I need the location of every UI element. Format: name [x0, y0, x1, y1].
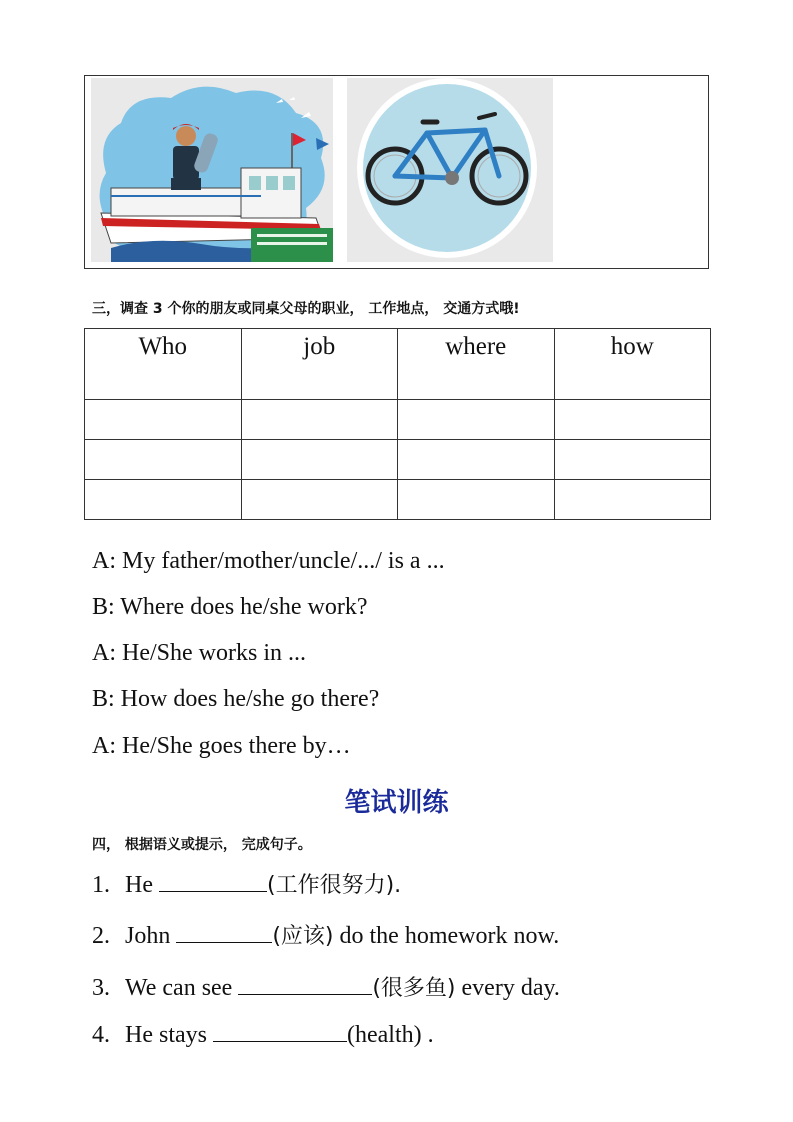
bicycle-picture: [347, 78, 553, 262]
answer-blank[interactable]: [213, 1021, 347, 1042]
dialogue-line-1: A: My father/mother/uncle/.../ is a ...: [92, 548, 445, 574]
table-row: [85, 480, 711, 520]
table-cell[interactable]: [85, 440, 242, 480]
column-header-job: job: [241, 329, 398, 400]
column-header-who: Who: [85, 329, 242, 400]
table-cell[interactable]: [241, 440, 398, 480]
question-number: 3.: [92, 975, 110, 1001]
column-header-where: where: [398, 329, 555, 400]
question-text: John: [125, 923, 177, 949]
table-cell[interactable]: [398, 480, 555, 520]
dialogue-line-4: B: How does he/she go there?: [92, 686, 380, 712]
question-number: 1.: [92, 872, 110, 898]
question-text: He: [125, 872, 159, 898]
table-cell[interactable]: [241, 480, 398, 520]
survey-table: [84, 328, 711, 520]
fisherman-boat-picture: [91, 78, 333, 262]
dialogue-line-5: A: He/She goes there by…: [92, 733, 351, 759]
question-1: [92, 868, 401, 899]
table-cell[interactable]: [398, 440, 555, 480]
question-hint: (工作很努力).: [266, 873, 402, 898]
answer-blank[interactable]: [238, 974, 372, 995]
question-text: He stays: [125, 1022, 213, 1048]
question-3: [92, 971, 560, 1002]
question-hint: (很多鱼): [372, 976, 456, 1001]
section-4-title: 四， 根据语义或提示， 完成句子。: [92, 837, 312, 853]
table-cell[interactable]: [241, 400, 398, 440]
answer-blank[interactable]: [176, 922, 272, 943]
question-hint: (应该): [272, 924, 334, 949]
table-cell[interactable]: [554, 440, 711, 480]
table-cell[interactable]: [85, 400, 242, 440]
table-cell[interactable]: [398, 400, 555, 440]
table-cell[interactable]: [85, 480, 242, 520]
table-row: [85, 400, 711, 440]
section-3-title: 三，调查 3 个你的朋友或同桌父母的职业， 工作地点， 交通方式哦!: [92, 301, 520, 317]
table-cell[interactable]: [554, 480, 711, 520]
column-header-how: how: [554, 329, 711, 400]
table-row: [85, 440, 711, 480]
question-4: [92, 1021, 434, 1049]
question-number: 4.: [92, 1022, 110, 1048]
answer-blank[interactable]: [159, 871, 267, 892]
question-2: [92, 919, 559, 950]
table-header-row: [85, 329, 711, 400]
picture-frame: [84, 75, 709, 269]
question-text: We can see: [125, 975, 239, 1001]
question-text-after: every day.: [455, 975, 560, 1001]
dialogue-line-2: B: Where does he/she work?: [92, 594, 368, 620]
question-number: 2.: [92, 923, 110, 949]
table-cell[interactable]: [554, 400, 711, 440]
question-text-after: do the homework now.: [333, 923, 560, 949]
written-practice-heading: 笔试训练: [344, 788, 449, 818]
dialogue-line-3: A: He/She works in ...: [92, 640, 306, 666]
question-hint: (health) .: [346, 1022, 434, 1048]
